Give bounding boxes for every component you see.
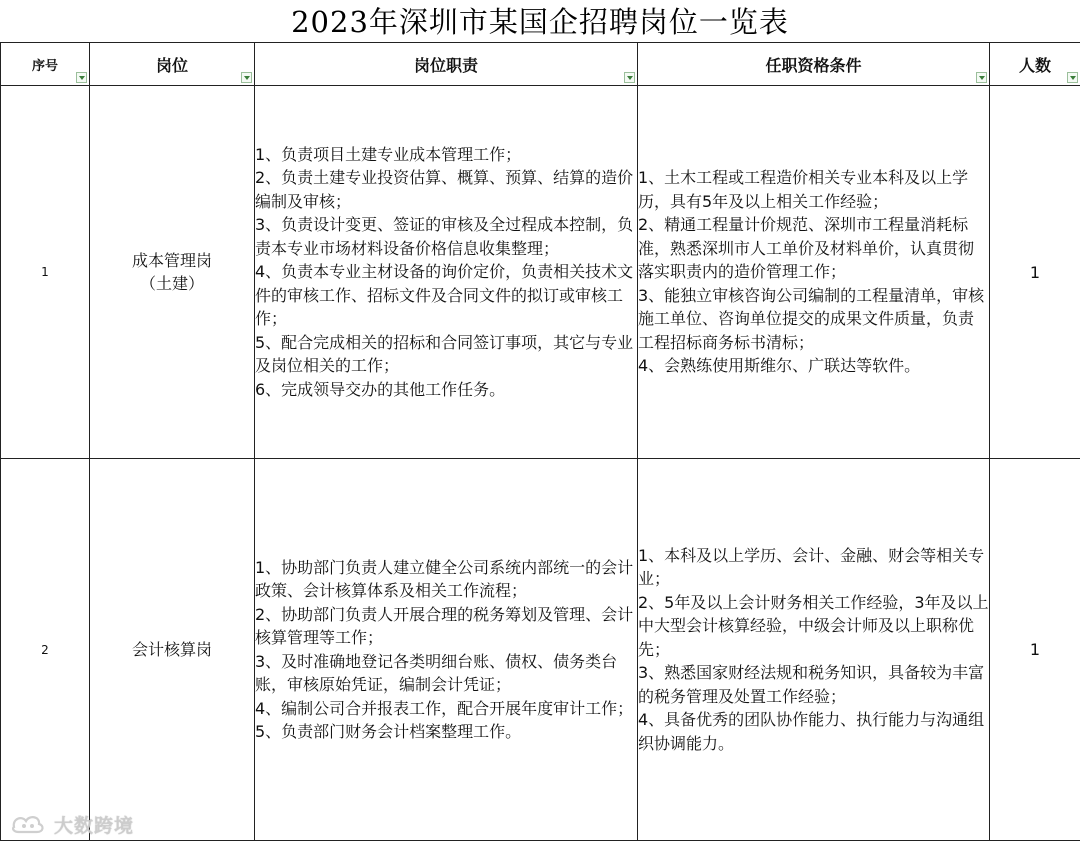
duty-item: 3、及时准确地登记各类明细台账、债权、债务类台账，审核原始凭证，编制会计凭证； <box>255 651 618 694</box>
header-duties <box>255 43 638 86</box>
requirement-item: 3、能独立审核咨询公司编制的工程量清单，审核施工单位、咨询单位提交的成果文件质量，负责工程招标商务标书清标； <box>638 285 985 352</box>
header-requirements <box>638 43 990 86</box>
position-sub: （土建） <box>139 274 204 293</box>
requirement-item: 4、具备优秀的团队协作能力、执行能力与沟通组织协调能力。 <box>638 710 985 753</box>
header-position <box>90 43 255 86</box>
header-count-label: 人数 <box>1018 55 1051 75</box>
cell-no[interactable]: 1 <box>1 86 90 459</box>
requirement-item: 1、本科及以上学历、会计、金融、财会等相关专业； <box>638 545 985 589</box>
cell-no[interactable]: 2 <box>1 459 90 841</box>
duty-item: 5、配合完成相关的招标和合同签订事项，其它与专业及岗位相关的工作； <box>255 332 634 376</box>
header-count <box>990 43 1080 86</box>
cell-count[interactable]: 1 <box>990 86 1080 459</box>
filter-dropdown-icon[interactable] <box>241 72 252 83</box>
header-row <box>1 43 1080 86</box>
table-row <box>1 86 1080 459</box>
header-no <box>1 43 90 86</box>
duty-item: 2、负责土建专业投资估算、概算、预算、结算的造价编制及审核； <box>255 168 634 211</box>
requirement-item: 2、精通工程量计价规范、深圳市工程量消耗标准，熟悉深圳市人工单价及材料单价，认真贯彻落实职责内的造价管理工作； <box>638 215 975 282</box>
recruitment-table <box>0 42 1080 841</box>
watermark-logo-icon <box>10 813 48 835</box>
cell-requirements[interactable] <box>638 459 990 841</box>
header-duties-label: 岗位职责 <box>413 55 478 75</box>
requirement-item: 1、土木工程或工程造价相关专业本科及以上学历，具有5年及以上相关工作经验； <box>638 168 969 211</box>
header-position-label: 岗位 <box>155 55 188 75</box>
filter-dropdown-icon[interactable] <box>76 72 87 83</box>
cell-duties[interactable] <box>255 459 638 841</box>
cell-position[interactable] <box>90 459 255 841</box>
header-no-label: 序号 <box>31 58 58 74</box>
cell-count[interactable]: 1 <box>990 459 1080 841</box>
table-row <box>1 459 1080 841</box>
duty-item: 1、协助部门负责人建立健全公司系统内部统一的会计政策、会计核算体系及相关工作流程； <box>255 557 634 600</box>
position-name: 会计核算岗 <box>131 640 212 659</box>
duty-item: 3、负责设计变更、签证的审核及全过程成本控制，负责本专业市场材料设备价格信息收集整理； <box>255 215 634 258</box>
watermark <box>10 810 134 838</box>
duty-item: 4、编制公司合并报表工作，配合开展年度审计工作； <box>255 698 634 718</box>
filter-dropdown-icon[interactable] <box>624 72 635 83</box>
position-name: 成本管理岗 <box>131 251 212 270</box>
requirement-item: 3、熟悉国家财经法规和税务知识，具备较为丰富的税务管理及处置工作经验； <box>638 663 985 706</box>
duty-item: 4、负责本专业主材设备的询价定价，负责相关技术文件的审核工作、招标文件及合同文件的拟订或审核工作； <box>255 262 634 329</box>
watermark-text: 大数跨境 <box>54 814 135 837</box>
cell-duties[interactable] <box>255 86 638 459</box>
header-requirements-label: 任职资格条件 <box>765 55 862 75</box>
duty-item: 5、负责部门财务会计档案整理工作。 <box>255 722 522 741</box>
cell-requirements[interactable] <box>638 86 990 459</box>
requirement-item: 2、5年及以上会计财务相关工作经验，3年及以上中大型会计核算经验，中级会计师及以上职称优先； <box>638 592 989 659</box>
requirement-item: 4、会熟练使用斯维尔、广联达等软件。 <box>638 356 921 376</box>
cell-position[interactable] <box>90 86 255 459</box>
filter-dropdown-icon[interactable] <box>1067 72 1078 83</box>
duty-item: 1、负责项目土建专业成本管理工作； <box>255 144 522 164</box>
sheet-title: 2023年深圳市某国企招聘岗位一览表 <box>291 5 789 39</box>
filter-dropdown-icon[interactable] <box>976 72 987 83</box>
duty-item: 6、完成领导交办的其他工作任务。 <box>255 379 506 399</box>
duty-item: 2、协助部门负责人开展合理的税务筹划及管理、会计核算管理等工作； <box>255 604 634 647</box>
